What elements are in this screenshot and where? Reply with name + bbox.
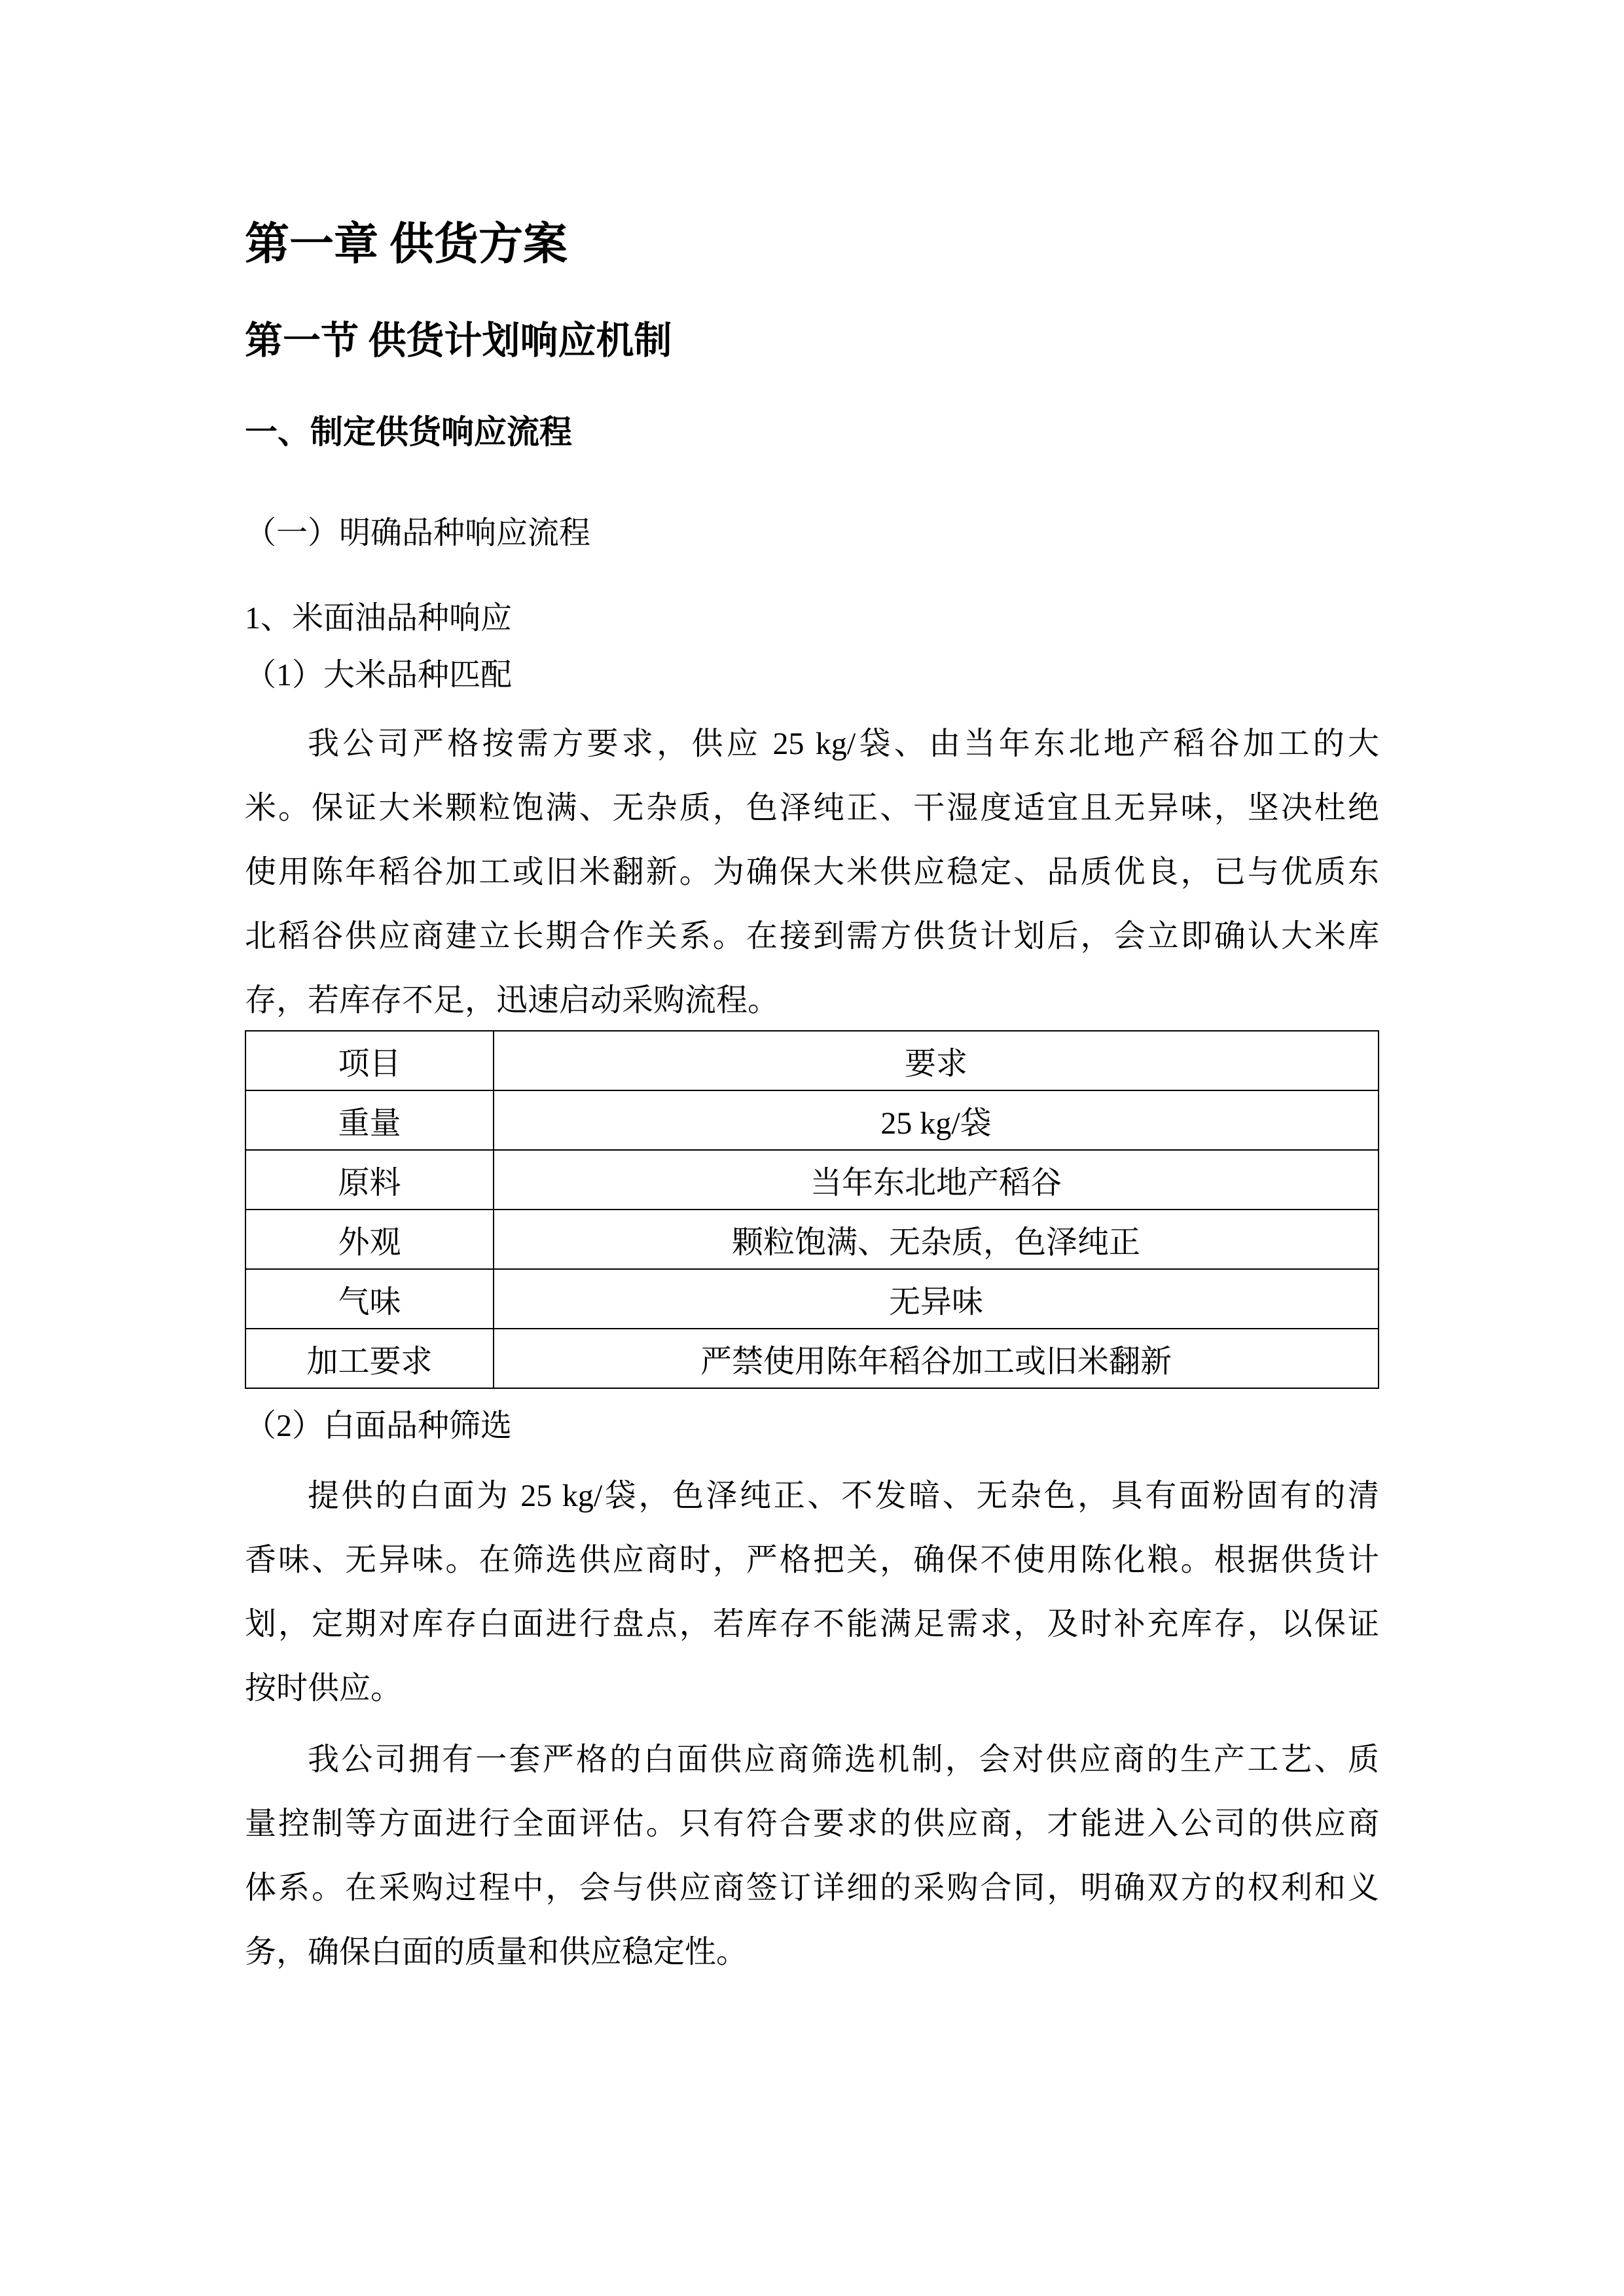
table-cell-requirement: 严禁使用陈年稻谷加工或旧米翻新	[494, 1329, 1379, 1388]
table-cell-requirement: 25 kg/袋	[494, 1090, 1379, 1150]
list-item-flour: （2）白面品种筛选	[245, 1408, 513, 1443]
paragraph-flour-supplier	[245, 1728, 1379, 1984]
table-cell-requirement: 无异味	[494, 1269, 1379, 1329]
table-row	[245, 1031, 1379, 1090]
table-cell-item: 项目	[245, 1031, 494, 1090]
paragraph-line: 体系。在采购过程中，会与供应商签订详细的采购合同，明确双方的权利和义	[245, 1871, 1379, 1905]
paragraph-line: 我公司严格按需方要求，供应 25 kg/袋、由当年东北地产稻谷加工的大	[308, 726, 1379, 761]
paragraph-line: 北稻谷供应商建立长期合作关系。在接到需方供货计划后，会立即确认大米库	[245, 919, 1379, 954]
paragraph-line: 按时供应。	[245, 1671, 403, 1706]
paragraph-line: 量控制等方面进行全面评估。只有符合要求的供应商，才能进入公司的供应商	[245, 1806, 1379, 1841]
table-cell-item: 原料	[245, 1150, 494, 1210]
paragraph-line: 提供的白面为 25 kg/袋，色泽纯正、不发暗、无杂色，具有面粉固有的清	[308, 1479, 1379, 1513]
subsection-heading: 一、制定供货响应流程	[245, 414, 572, 450]
list-item-rice: （1）大米品种匹配	[245, 658, 513, 692]
table-cell-requirement: 颗粒饱满、无杂质，色泽纯正	[494, 1210, 1379, 1269]
chapter-heading: 第一章 供货方案	[245, 219, 568, 269]
table-cell-item: 外观	[245, 1210, 494, 1269]
table-cell-requirement: 当年东北地产稻谷	[494, 1150, 1379, 1210]
paragraph-line: 划，定期对库存白面进行盘点，若库存不能满足需求，及时补充库存，以保证	[245, 1607, 1379, 1641]
table-cell-item: 重量	[245, 1090, 494, 1150]
paragraph-line: 香味、无异味。在筛选供应商时，严格把关，确保不使用陈化粮。根据供货计	[245, 1543, 1379, 1577]
paragraph-line: 存，若库存不足，迅速启动采购流程。	[245, 983, 780, 1018]
table-row	[245, 1210, 1379, 1269]
table-row	[245, 1090, 1379, 1150]
paragraph-line: 我公司拥有一套严格的白面供应商筛选机制，会对供应商的生产工艺、质	[308, 1742, 1379, 1777]
table-row	[245, 1269, 1379, 1329]
paragraph-line: 使用陈年稻谷加工或旧米翻新。为确保大米供应稳定、品质优良，已与优质东	[245, 855, 1379, 889]
item-heading: （一）明确品种响应流程	[245, 516, 591, 550]
paragraph-flour-quality	[245, 1464, 1379, 1721]
paragraph-line: 务，确保白面的质量和供应稳定性。	[245, 1935, 748, 1969]
table-row	[245, 1150, 1379, 1210]
section-heading: 第一节 供货计划响应机制	[245, 319, 672, 362]
table-row	[245, 1329, 1379, 1388]
paragraph-line: 米。保证大米颗粒饱满、无杂质，色泽纯正、干湿度适宜且无异味，坚决杜绝	[245, 791, 1379, 825]
paragraph-rice	[245, 712, 1379, 1033]
table-cell-item: 气味	[245, 1269, 494, 1329]
spec-table	[245, 1030, 1379, 1389]
table-cell-requirement: 要求	[494, 1031, 1379, 1090]
table-cell-item: 加工要求	[245, 1329, 494, 1388]
list-item-rice-oil: 1、米面油品种响应	[245, 601, 513, 636]
